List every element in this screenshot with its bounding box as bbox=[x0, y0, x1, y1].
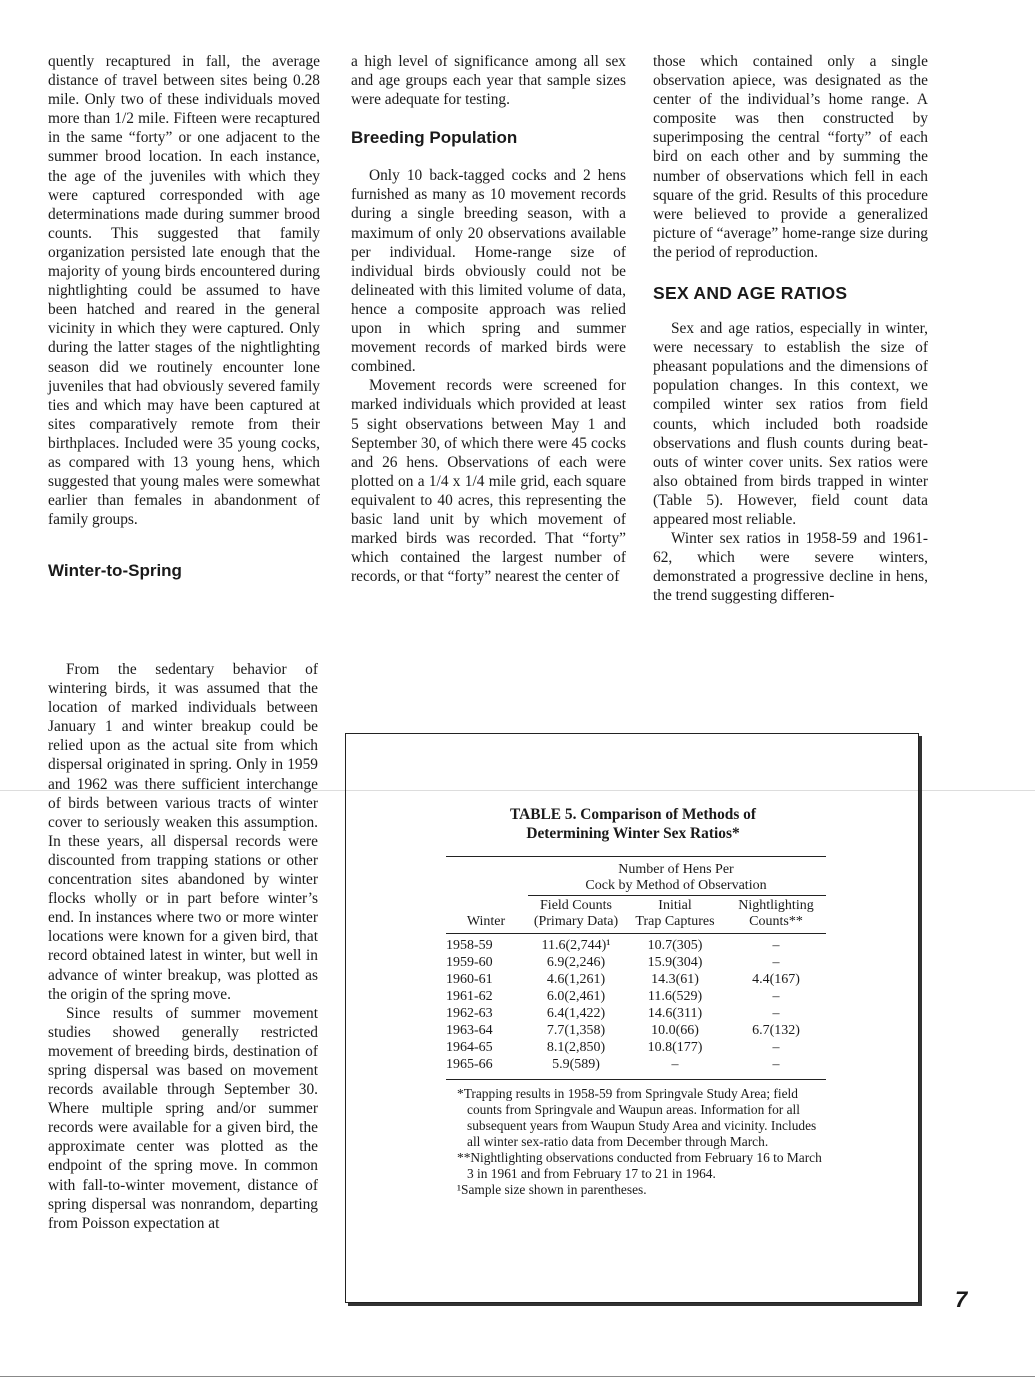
cell-winter: 1958-59 bbox=[446, 938, 493, 953]
cell-field: 7.7(1,358) bbox=[546, 1023, 606, 1038]
cell-night: – bbox=[772, 1057, 780, 1072]
table-row bbox=[446, 1039, 826, 1056]
table-rule-bottom bbox=[446, 1079, 826, 1080]
cell-field: 6.9(2,246) bbox=[546, 955, 606, 970]
paragraph-col3-top: those which contained only a single observation apiece, was designated as the center of the individual’s home range. A composite was then constructed by superimposing the central “forty” of each bird on each other and by summing the number of observations which fell in each square of the grid. Results of this procedure were believed to provide a generalized picture of “average” home-range size during the period of reproduction. bbox=[653, 53, 928, 261]
page-number: 7 bbox=[955, 1287, 968, 1312]
cell-trap: – bbox=[671, 1057, 679, 1072]
heading-winter-to-spring: Winter-to-Spring bbox=[48, 561, 182, 581]
column-3 bbox=[653, 52, 928, 605]
cell-winter: 1963-64 bbox=[446, 1023, 493, 1038]
column-header-field-line1: Field Counts bbox=[540, 898, 612, 913]
cell-field: 6.4(1,422) bbox=[546, 1006, 606, 1021]
cell-night: – bbox=[772, 1006, 780, 1021]
column-header-night-line2: Counts** bbox=[749, 914, 803, 929]
cell-trap: 14.6(311) bbox=[647, 1006, 703, 1021]
cell-winter: 1961-62 bbox=[446, 989, 493, 1004]
footnote-sample-size: ¹Sample size shown in parentheses. bbox=[457, 1182, 647, 1197]
column-header-trap-captures bbox=[626, 898, 724, 930]
heading-sex-and-age-ratios: SEX AND AGE RATIOS bbox=[653, 283, 848, 304]
cell-winter: 1964-65 bbox=[446, 1040, 493, 1055]
cell-trap: 10.0(66) bbox=[651, 1023, 699, 1038]
paragraph-col1-winter-2: Since results of summer movement studies showed generally restricted movement of breeding birds, destination of spring dispersal was based on movement records available through September 30. Where multiple spring and/or summer records were available for a given bird, the approximate center was plotted as the endpoint of the spring move. In common with fall-to-winter movement, distance of spring dispersal was nonrandom, departing from Poisson expectation at bbox=[48, 1004, 318, 1232]
cell-night: – bbox=[772, 938, 780, 953]
footnote-nightlighting: **Nightlighting observations conducted from February 16 to March 3 in 1961 and from February 17 to 21 in 1964. bbox=[457, 1150, 822, 1181]
cell-trap: 10.8(177) bbox=[647, 1040, 703, 1055]
cell-trap: 14.3(61) bbox=[651, 972, 699, 987]
table-row bbox=[446, 954, 826, 971]
cell-field: 4.6(1,261) bbox=[546, 972, 606, 987]
column-2 bbox=[351, 52, 626, 586]
cell-winter: 1965-66 bbox=[446, 1057, 493, 1072]
table-box-shadow-bottom bbox=[348, 1303, 922, 1306]
table-title-line2: Determining Winter Sex Ratios* bbox=[526, 825, 740, 842]
cell-winter: 1959-60 bbox=[446, 955, 493, 970]
column-header-winter: Winter bbox=[466, 914, 506, 929]
paragraph-col1-top: quently recaptured in fall, the average distance of travel between sites being 0.28 mile. Only two of these individuals moved more than 1/2 mile. Fifteen were recaptured in the same “forty” or one adjacent to the summer brood location. In each instance, the age of the juveniles with which they were captured corresponded with age determinations made during summer brood counts. This suggested that family organization persisted late enough that the majority of young birds encountered during nightlighting could be assumed to have been hatched and reared in the general vicinity in which they were captured. Only during the latter stages of the nightlighting season did we routinely encounter lone juveniles that had obviously severed family ties and which may have been captured at sites comparatively remote from their birthplaces. Included were 35 young cocks, as compared with 13 young hens, which suggested that young males were somewhat earlier than females in abandonment of family groups. bbox=[48, 53, 320, 529]
cell-night: 6.7(132) bbox=[752, 1023, 800, 1038]
scan-bottom-edge bbox=[0, 1376, 1035, 1377]
table-rule-top bbox=[446, 856, 826, 857]
table-row bbox=[446, 937, 826, 954]
paragraph-col2-breeding-1: Only 10 back-tagged cocks and 2 hens furnished as many as 10 movement records during a single breeding season, with a maximum of only 20 observations available per individual. Home-range size of individual birds obviously could not be delineated with this limited volume of data, hence a composite approach was relied upon in which spring and summer movement records of marked birds were combined. bbox=[351, 167, 626, 376]
cell-field: 5.9(589) bbox=[552, 1057, 600, 1072]
footnote-trapping: *Trapping results in 1958-59 from Springvale Study Area; field counts from Springvale and Waupun areas. Information for all subsequent years from Waupun Study Area and vicinity. Includes all winter sex-ratio data from December through March. bbox=[457, 1086, 817, 1149]
table-row bbox=[446, 988, 826, 1005]
table-rule-header bbox=[446, 933, 826, 934]
cell-night: – bbox=[772, 955, 780, 970]
cell-night: 4.4(167) bbox=[752, 972, 800, 987]
cell-winter: 1962-63 bbox=[446, 1006, 493, 1021]
cell-trap: 11.6(529) bbox=[647, 989, 703, 1004]
column-header-night-line1: Nightlighting bbox=[738, 898, 814, 913]
paragraph-col1-winter-1: From the sedentary behavior of wintering birds, it was assumed that the location of marked individuals between January 1 and winter breakup could be relied upon as the actual site from which dispersal originated in spring. Only in 1959 and 1962 was there sufficient interchange of birds between various tracts of winter cover to seriously weaken this assumption. In these years, all dispersal records were discounted from trapping stations or other concentration sites abandoned by winter flocks wholly or in part before winter’s end. In instances where two or more winter locations were known for a given bird, that record obtained latest in winter, but well in advance of winter breakup, was plotted as the origin of the spring move. bbox=[48, 661, 318, 1003]
column-header-field-line2: (Primary Data) bbox=[533, 914, 619, 929]
cell-field: 6.0(2,461) bbox=[546, 989, 606, 1004]
group-header-line2: Cock by Method of Observation bbox=[585, 878, 767, 893]
paragraph-col2-top: a high level of significance among all sex and age groups each year that sample sizes were adequate for testing. bbox=[351, 53, 626, 109]
table-footnotes bbox=[451, 1086, 831, 1198]
paragraph-col2-breeding-2: Movement records were screened for marked individuals which provided at least 5 sight observations between May 1 and September 30, of which there were 45 cocks and 26 hens. Observations of each were plotted on a 1/4 x 1/4 mile grid, each square equivalent to 40 acres, this representing the basic land unit by which movement of marked birds was recorded. That “forty” which contained the largest number of records, or that “forty” nearest the center of bbox=[351, 377, 626, 586]
heading-breeding-population: Breeding Population bbox=[351, 128, 518, 148]
column-header-nightlighting bbox=[726, 898, 826, 930]
column-1-bottom bbox=[48, 660, 318, 1233]
group-header-line1: Number of Hens Per bbox=[618, 862, 734, 877]
table-group-header bbox=[528, 862, 824, 894]
column-header-field-counts bbox=[528, 898, 624, 930]
table-row bbox=[446, 1005, 826, 1022]
table-row bbox=[446, 971, 826, 988]
table-row bbox=[446, 1022, 826, 1039]
table-5-box bbox=[345, 733, 919, 1303]
table-title-line1: TABLE 5. Comparison of Methods of bbox=[510, 806, 756, 823]
cell-night: – bbox=[772, 989, 780, 1004]
paragraph-col3-sexage-1: Sex and age ratios, especially in winter, were necessary to establish the size of pheasant populations and the dimensions of population changes. In this context, we compiled winter sex ratios from field counts, which included both roadside observations and flush counts during beat-outs of winter cover units. Sex ratios were also obtained from birds trapped in winter (Table 5). However, field count data appeared most reliable. bbox=[653, 320, 928, 528]
cell-trap: 15.9(304) bbox=[647, 955, 703, 970]
table-row bbox=[446, 1056, 826, 1073]
column-header-trap-line1: Initial bbox=[658, 898, 692, 913]
table-rule-group bbox=[528, 895, 826, 896]
column-1-top bbox=[48, 52, 320, 609]
cell-field: 11.6(2,744)¹ bbox=[541, 938, 611, 953]
cell-night: – bbox=[772, 1040, 780, 1055]
cell-winter: 1960-61 bbox=[446, 972, 493, 987]
cell-field: 8.1(2,850) bbox=[546, 1040, 606, 1055]
paragraph-col3-sexage-2: Winter sex ratios in 1958-59 and 1961-62, which were severe winters, demonstrated a progressive decline in hens, the trend suggesting differen- bbox=[653, 530, 928, 605]
column-header-trap-line2: Trap Captures bbox=[635, 914, 715, 929]
cell-trap: 10.7(305) bbox=[647, 938, 703, 953]
table-title bbox=[346, 805, 920, 843]
